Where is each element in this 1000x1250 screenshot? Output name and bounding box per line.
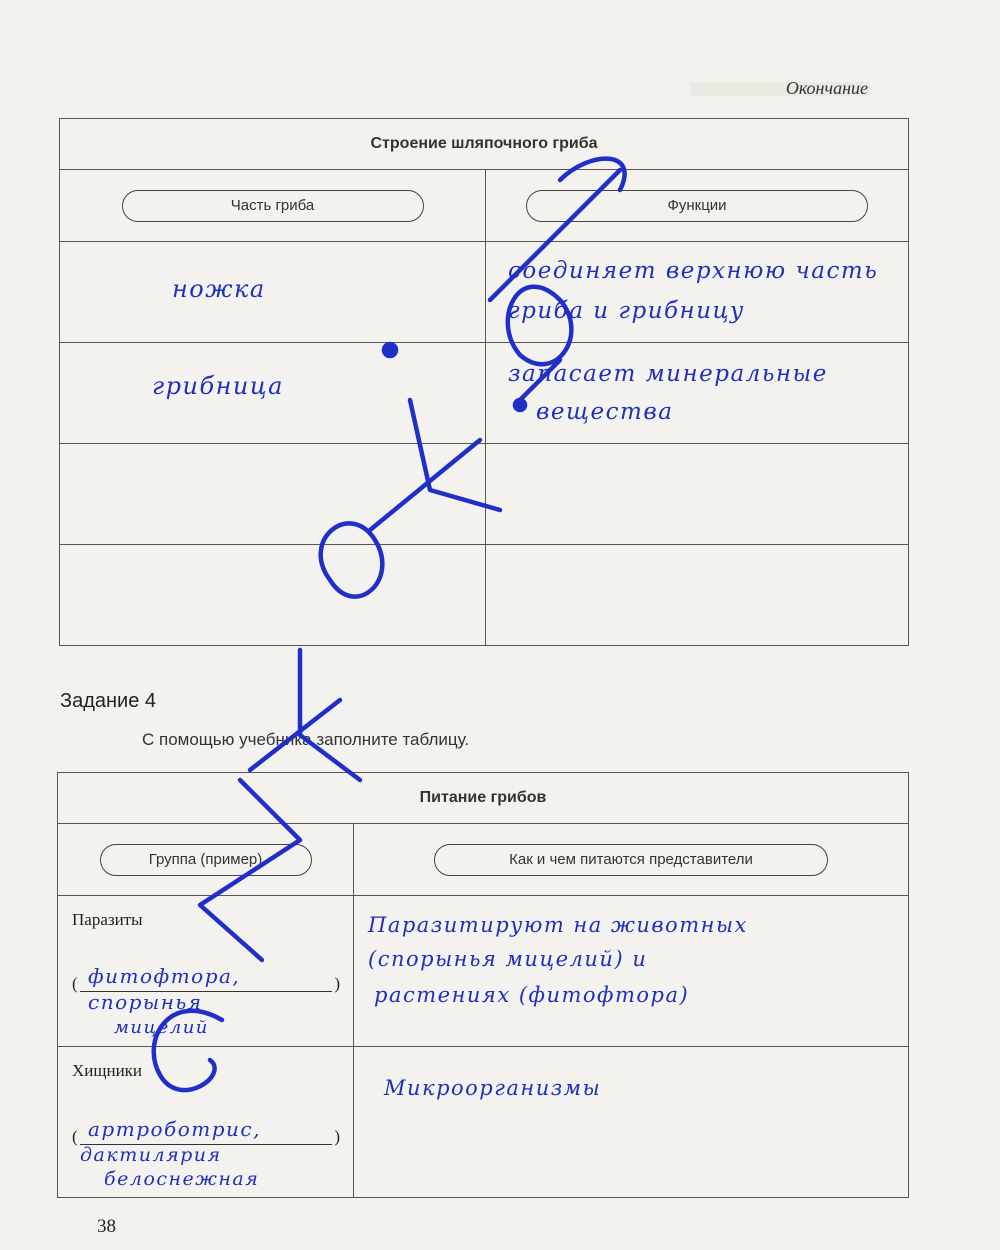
part-cell[interactable]: [60, 545, 486, 646]
function-cell[interactable]: [486, 242, 909, 343]
handwritten-example-line: фитофтора,: [88, 964, 241, 988]
part-cell[interactable]: [60, 242, 486, 343]
mushroom-structure-table: [59, 118, 909, 646]
group-label-predators: Хищники: [72, 1061, 143, 1080]
continuation-label: Окончание: [785, 78, 868, 98]
part-cell[interactable]: [60, 343, 486, 444]
nutrition-col-group-cell: [58, 824, 354, 896]
handwritten-example-line: дактилярия: [80, 1144, 222, 1166]
table-row: [60, 444, 909, 545]
handwritten-how-line: (спорынья мицелий) и: [368, 947, 648, 971]
task-4-title: Задание 4: [60, 690, 157, 712]
how-cell[interactable]: [354, 1047, 909, 1198]
nutrition-table-title: Питание грибов: [58, 773, 909, 824]
handwritten-part: грибница: [152, 372, 284, 400]
handwritten-example-line: спорынья: [88, 990, 203, 1014]
stamp-letter-k: [250, 650, 360, 780]
handwritten-how-line: Микроорганизмы: [384, 1076, 602, 1100]
structure-col-functions-pill: Функции: [526, 190, 868, 222]
how-cell[interactable]: [354, 896, 909, 1047]
handwritten-example-line: мицелий: [114, 1017, 209, 1038]
handwritten-example-line: белоснежная: [104, 1168, 260, 1190]
function-cell[interactable]: [486, 444, 909, 545]
part-cell[interactable]: [60, 444, 486, 545]
function-cell[interactable]: [486, 545, 909, 646]
handwritten-function-line: запасает минеральные: [508, 361, 828, 387]
paren-open: (: [72, 974, 78, 993]
handwritten-function-line: гриба и грибницу: [508, 298, 745, 324]
paren-close: ): [334, 1127, 340, 1146]
handwritten-function-line: вещества: [536, 399, 674, 425]
handwritten-how-line: растениях (фитофтора): [374, 983, 690, 1007]
paren-open: (: [72, 1127, 78, 1146]
fungi-nutrition-table: [57, 772, 909, 1198]
table-row: [60, 242, 909, 343]
task-4-instruction: С помощью учебника заполните таблицу.: [142, 730, 470, 749]
structure-col-part-pill: Часть гриба: [122, 190, 424, 222]
table-row: [60, 545, 909, 646]
table-row: [58, 1047, 909, 1198]
group-cell[interactable]: [58, 896, 354, 1047]
structure-col-functions-cell: [486, 170, 909, 242]
group-cell[interactable]: [58, 1047, 354, 1198]
function-cell[interactable]: [486, 343, 909, 444]
handwritten-function-line: соединяет верхнюю часть: [508, 258, 879, 284]
handwritten-how-line: Паразитируют на животных: [368, 913, 748, 937]
group-label-parasites: Паразиты: [72, 910, 143, 929]
nutrition-col-group-pill: Группа (пример): [100, 844, 312, 876]
table-row: [58, 896, 909, 1047]
structure-table-title: Строение шляпочного гриба: [60, 119, 909, 170]
paren-close: ): [334, 974, 340, 993]
page-number: 38: [97, 1216, 116, 1237]
nutrition-col-how-pill: Как и чем питаются представители: [434, 844, 828, 876]
handwritten-example-line: артроботрис,: [88, 1117, 261, 1141]
handwritten-part: ножка: [172, 275, 266, 303]
nutrition-col-how-cell: [354, 824, 909, 896]
table-row: [60, 343, 909, 444]
structure-col-part-cell: [60, 170, 486, 242]
